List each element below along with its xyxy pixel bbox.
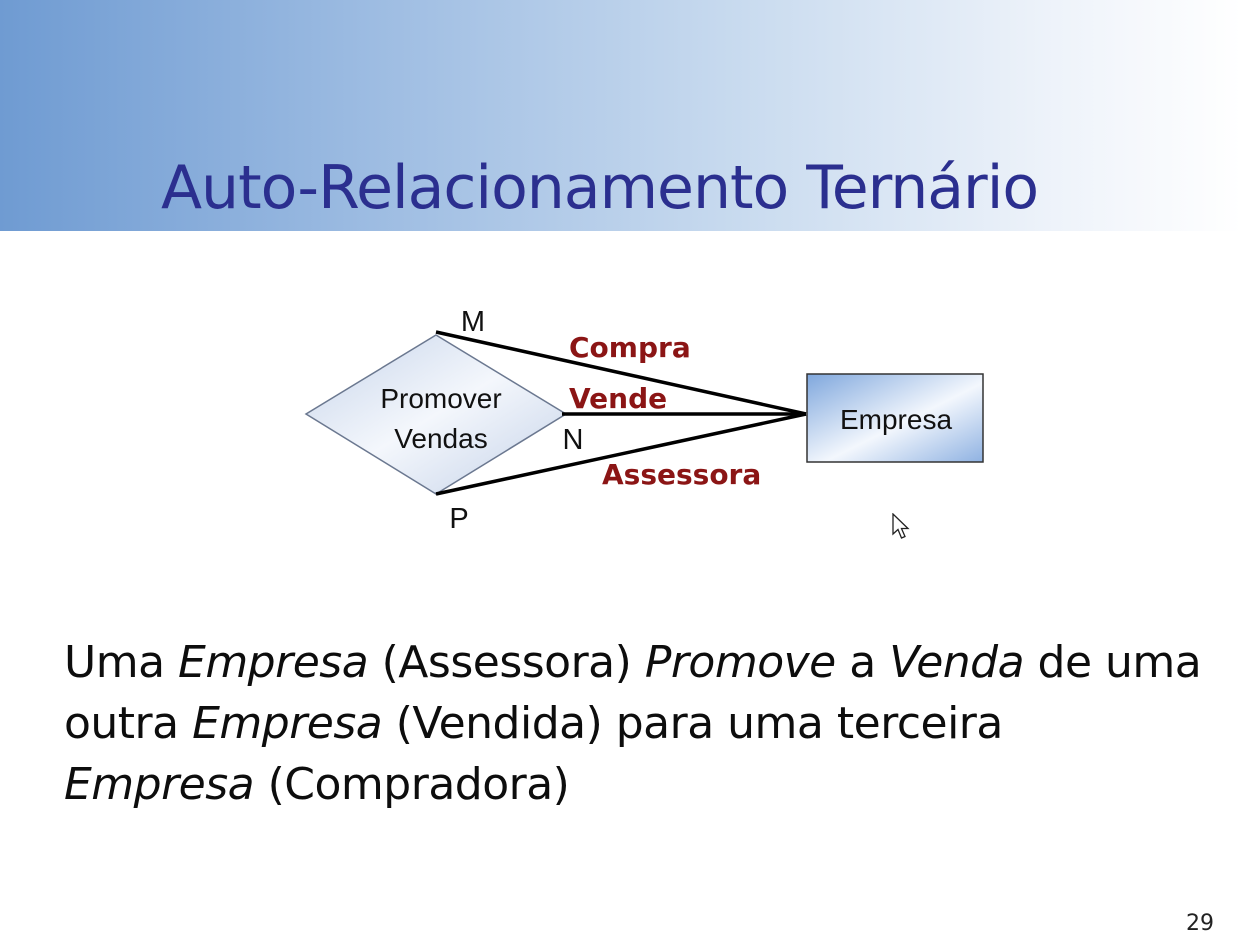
slide-title: Auto-Relacionamento Ternário [161,153,1039,223]
body-text-segment: a [835,637,890,688]
role-label-compra: Compra [569,331,691,364]
body-text-segment: de uma outra [64,637,1202,749]
cardinality-m: M [460,306,486,338]
body-emphasis-empresa: Empresa [178,637,369,688]
body-emphasis-empresa: Empresa [192,698,383,749]
mouse-pointer-icon [892,513,912,541]
body-text-segment: (Compradora) [254,759,570,810]
page-number: 29 [1186,911,1214,936]
body-text-segment: (Assessora) [368,637,645,688]
body-text-segment: Uma [64,637,179,688]
entity-label: Empresa [839,404,953,435]
body-text-segment: (Vendida) para uma terceira [382,698,1003,749]
role-label-vende: Vende [569,382,668,415]
body-emphasis-promove: Promove [644,637,836,688]
body-emphasis-empresa: Empresa [64,759,255,810]
cardinality-n: N [562,424,584,456]
role-label-assessora: Assessora [602,458,762,491]
slide-description [64,632,1204,815]
relationship-label-line1: Promover [380,383,502,414]
relationship-diamond [306,335,566,494]
relationship-label-line2: Vendas [394,423,488,454]
body-emphasis-venda: Venda [889,637,1025,688]
cardinality-p: P [449,503,469,535]
